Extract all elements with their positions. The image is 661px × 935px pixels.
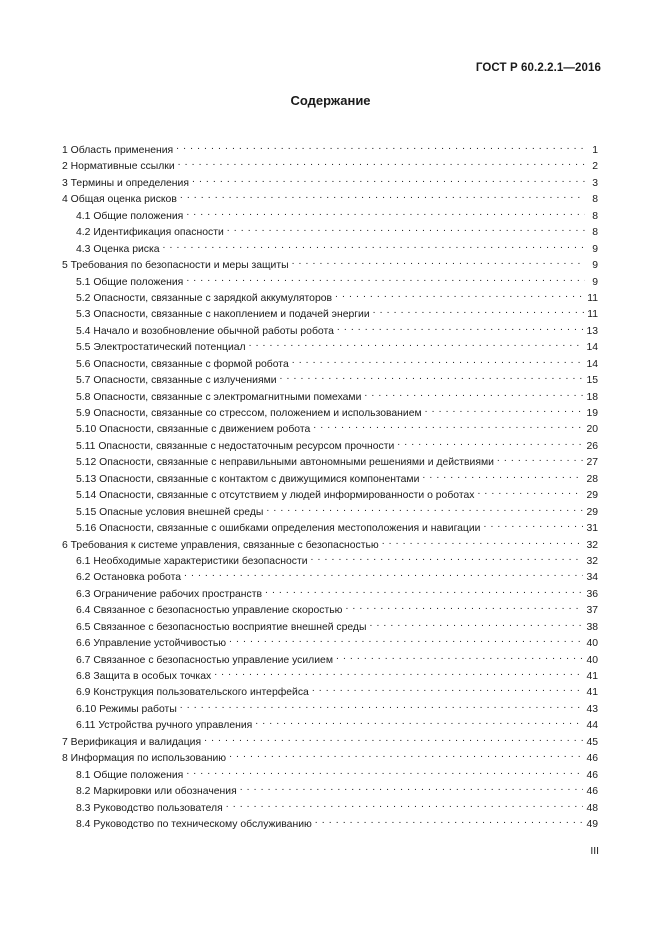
toc-entry-page: 46 [586, 786, 598, 798]
toc-entry-label: 6.8 Защита в особых точках [76, 671, 212, 682]
toc-leader-dots [382, 536, 584, 548]
toc-entry-label: 5.9 Опасности, связанные со стрессом, положением и использованием [76, 408, 422, 419]
toc-leader-dots [229, 749, 583, 761]
toc-entry-label: 5 Требования по безопасности и меры защиты [62, 260, 289, 272]
toc-entry-page: 46 [586, 769, 598, 781]
toc-entry-page: 9 [592, 243, 598, 255]
toc-entry-page: 38 [586, 621, 598, 633]
toc-entry-label: 5.4 Начало и возобновление обычной работы робота [76, 325, 334, 337]
toc-entry[interactable] [62, 371, 598, 387]
toc-entry[interactable] [62, 536, 598, 552]
toc-entry-page: 26 [586, 440, 598, 452]
toc-leader-dots [477, 486, 583, 498]
toc-entry-page: 49 [586, 818, 598, 830]
toc-entry-label: 6 Требования к системе управления, связанные с безопасностью [62, 539, 379, 551]
toc-entry-label: 6.2 Остановка робота [76, 572, 181, 584]
toc-entry-label: 6.1 Необходимые характеристики безопасности [76, 555, 308, 567]
toc-entry-label: 5.7 Опасности, связанные с излучениями [76, 375, 277, 387]
toc-entry-label: 8.1 Общие положения [76, 769, 184, 781]
toc-entry-label: 6.7 Связанное с безопасностью управление усилием [76, 654, 333, 666]
toc-leader-dots [163, 240, 585, 252]
toc-entry-label: 8.4 Руководство по техническому обслуживанию [76, 818, 312, 830]
toc-leader-dots [186, 766, 583, 778]
toc-entry[interactable] [62, 174, 598, 190]
toc-entry-page: 15 [586, 375, 598, 387]
toc-entry-label: 3 Термины и определения [62, 177, 189, 189]
toc-leader-dots [180, 190, 585, 202]
toc-entry-page: 48 [586, 802, 598, 814]
toc-entry[interactable] [62, 552, 598, 568]
toc-entry-label: 8.2 Маркировки или обозначения [76, 786, 237, 798]
toc-leader-dots [227, 223, 585, 235]
toc-entry[interactable] [62, 503, 598, 519]
toc-leader-dots [184, 568, 583, 580]
toc-leader-dots [204, 733, 583, 745]
toc-leader-dots [226, 799, 584, 811]
toc-entry[interactable] [62, 782, 598, 798]
toc-leader-dots [249, 338, 584, 350]
toc-entry-label: 5.5 Электростатический потенциал [76, 342, 246, 354]
toc-leader-dots [186, 273, 585, 285]
toc-leader-dots [180, 700, 584, 712]
toc-entry-page: 9 [592, 276, 598, 288]
toc-entry-page: 19 [586, 408, 598, 419]
toc-entry[interactable] [62, 305, 598, 321]
toc-entry-page: 36 [586, 588, 598, 600]
toc-entry-page: 18 [586, 391, 598, 403]
toc-entry[interactable] [62, 486, 598, 502]
toc-entry-label: 8 Информация по использованию [62, 753, 227, 765]
toc-entry-label: 6.4 Связанное с безопасностью управление скоростью [76, 605, 343, 617]
toc-leader-dots [176, 141, 585, 153]
toc-leader-dots [422, 470, 583, 482]
toc-entry[interactable] [62, 568, 598, 584]
toc-entry-page: 11 [587, 292, 598, 304]
toc-leader-dots [255, 716, 583, 728]
toc-entry[interactable] [62, 355, 598, 371]
toc-entry[interactable] [62, 667, 598, 683]
toc-entry-page: 32 [586, 555, 598, 567]
document-code: ГОСТ Р 60.2.2.1—2016 [475, 62, 601, 74]
toc-entry[interactable] [62, 733, 598, 749]
toc-entry-label: 5.3 Опасности, связанные с накоплением и подачей энергии [76, 309, 370, 321]
toc-entry[interactable] [62, 766, 598, 782]
toc-entry-label: 5.1 Общие положения [76, 276, 184, 288]
toc-entry-label: 6.11 Устройства ручного управления [76, 720, 253, 732]
toc-entry[interactable] [62, 585, 598, 601]
toc-entry[interactable] [62, 749, 598, 765]
toc-entry-label: 1 Область применения [62, 145, 174, 156]
toc-entry-page: 13 [586, 325, 598, 337]
toc-entry-page: 41 [586, 671, 598, 682]
toc-leader-dots [313, 420, 583, 432]
toc-leader-dots [497, 453, 584, 465]
toc-leader-dots [369, 618, 583, 630]
toc-entry-page: 29 [586, 490, 598, 502]
toc-entry-page: 46 [586, 753, 598, 765]
toc-entry[interactable] [62, 289, 598, 305]
table-of-contents [62, 141, 598, 831]
page-title: Содержание [290, 93, 371, 108]
toc-entry-label: 4.2 Идентификация опасности [76, 227, 224, 239]
toc-entry-page: 8 [592, 210, 598, 222]
toc-entry-label: 4.1 Общие положения [76, 210, 184, 222]
toc-leader-dots [312, 683, 584, 695]
toc-leader-dots [373, 305, 585, 317]
toc-leader-dots [280, 371, 584, 383]
toc-leader-dots [214, 667, 583, 679]
toc-entry-label: 2 Нормативные ссылки [62, 161, 175, 173]
toc-leader-dots [336, 651, 583, 663]
toc-entry-page: 1 [592, 145, 598, 156]
toc-entry-label: 6.5 Связанное с безопасностью восприятие внешней среды [76, 621, 367, 633]
toc-entry-label: 5.13 Опасности, связанные с контактом с движущимися компонентами [76, 473, 420, 485]
toc-entry[interactable] [62, 141, 598, 157]
toc-entry[interactable] [62, 618, 598, 634]
toc-entry-page: 44 [586, 720, 598, 732]
toc-entry[interactable] [62, 716, 598, 732]
toc-leader-dots [397, 437, 583, 449]
toc-entry-label: 5.6 Опасности, связанные с формой робота [76, 358, 289, 370]
toc-entry[interactable] [62, 815, 598, 831]
toc-entry[interactable] [62, 437, 598, 453]
toc-leader-dots [315, 815, 584, 827]
toc-entry-page: 28 [586, 473, 598, 485]
toc-entry[interactable] [62, 256, 598, 272]
toc-entry-page: 41 [586, 687, 598, 699]
toc-entry-page: 2 [592, 161, 598, 173]
toc-entry[interactable] [62, 338, 598, 354]
toc-entry-label: 6.9 Конструкция пользовательского интерфейса [76, 687, 309, 699]
toc-entry-label: 6.10 Режимы работы [76, 703, 177, 715]
toc-leader-dots [265, 585, 583, 597]
toc-entry[interactable] [62, 388, 598, 404]
toc-entry-label: 4 Общая оценка рисков [62, 194, 177, 206]
toc-entry[interactable] [62, 223, 598, 239]
toc-entry[interactable] [62, 157, 598, 173]
toc-leader-dots [311, 552, 584, 564]
toc-leader-dots [266, 503, 583, 515]
toc-entry[interactable] [62, 404, 598, 420]
toc-entry-page: 29 [586, 506, 598, 518]
toc-entry[interactable] [62, 601, 598, 617]
toc-entry-label: 5.8 Опасности, связанные с электромагнитными помехами [76, 391, 362, 403]
toc-entry-label: 5.14 Опасности, связанные с отсутствием у людей информированности о роботах [76, 490, 475, 502]
toc-entry[interactable] [62, 799, 598, 815]
toc-entry[interactable] [62, 683, 598, 699]
toc-entry-label: 5.12 Опасности, связанные с неправильными автономными решениями и действиями [76, 457, 494, 469]
toc-leader-dots [192, 174, 585, 186]
toc-entry-page: 45 [586, 736, 598, 748]
toc-entry-page: 20 [586, 424, 598, 436]
toc-entry-label: 4.3 Оценка риска [76, 243, 160, 255]
toc-entry-page: 31 [586, 523, 598, 535]
toc-entry[interactable] [62, 634, 598, 650]
toc-entry-page: 40 [586, 654, 598, 666]
toc-entry-label: 6.3 Ограничение рабочих пространств [76, 588, 262, 600]
toc-entry[interactable] [62, 190, 598, 206]
toc-entry-label: 5.16 Опасности, связанные с ошибками определения местоположения и навигации [76, 523, 481, 535]
toc-leader-dots [425, 404, 584, 416]
toc-entry-label: 6.6 Управление устойчивостью [76, 638, 227, 650]
toc-entry-page: 43 [586, 703, 598, 715]
toc-leader-dots [292, 256, 585, 268]
toc-entry-page: 14 [586, 342, 598, 354]
toc-entry[interactable] [62, 651, 598, 667]
toc-entry-page: 11 [587, 309, 598, 321]
toc-entry[interactable] [62, 470, 598, 486]
toc-entry-label: 5.2 Опасности, связанные с зарядкой аккумуляторов [76, 292, 333, 304]
toc-entry-label: 5.15 Опасные условия внешней среды [76, 506, 264, 518]
toc-entry-label: 5.10 Опасности, связанные с движением робота [76, 424, 311, 436]
toc-entry[interactable] [62, 322, 598, 338]
toc-leader-dots [178, 157, 585, 169]
toc-entry-page: 9 [592, 260, 598, 272]
toc-entry-page: 32 [586, 539, 598, 551]
toc-entry[interactable] [62, 420, 598, 436]
toc-entry-label: 8.3 Руководство пользователя [76, 802, 223, 814]
toc-entry-page: 8 [592, 227, 598, 239]
toc-entry[interactable] [62, 453, 598, 469]
toc-entry[interactable] [62, 700, 598, 716]
toc-leader-dots [364, 388, 583, 400]
toc-entry-page: 40 [586, 638, 598, 650]
toc-leader-dots [292, 355, 584, 367]
toc-entry-label: 5.11 Опасности, связанные с недостаточным ресурсом прочности [76, 440, 395, 452]
toc-entry[interactable] [62, 207, 598, 223]
toc-entry[interactable] [62, 519, 598, 535]
toc-leader-dots [335, 289, 584, 301]
toc-entry-label: 7 Верификация и валидация [62, 736, 202, 748]
toc-entry-page: 14 [586, 358, 598, 370]
toc-leader-dots [229, 634, 583, 646]
page-number: III [590, 846, 599, 857]
toc-leader-dots [345, 601, 583, 613]
toc-leader-dots [186, 207, 585, 219]
toc-entry[interactable] [62, 240, 598, 256]
toc-leader-dots [240, 782, 584, 794]
toc-entry-page: 8 [592, 194, 598, 206]
toc-entry-page: 27 [586, 457, 598, 469]
toc-leader-dots [337, 322, 584, 334]
toc-entry-page: 37 [586, 605, 598, 617]
toc-entry[interactable] [62, 273, 598, 289]
toc-entry-page: 3 [592, 177, 598, 189]
toc-leader-dots [483, 519, 583, 531]
toc-entry-page: 34 [586, 572, 598, 584]
